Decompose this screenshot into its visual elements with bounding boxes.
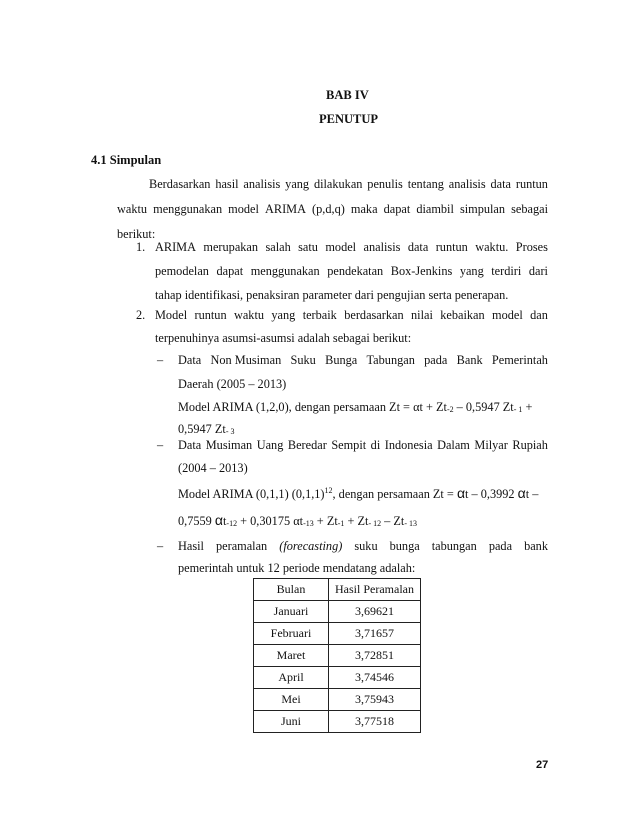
table-cell: April [254,667,329,689]
table-row [254,667,421,689]
item-2-number: 2. [136,308,146,322]
table-cell: 3,74546 [329,667,421,689]
sub-2-bullet: – [157,438,164,452]
item-1-line-3: tahap identifikasi, penaksiran parameter dari pengujian serta penerapan. [155,288,509,302]
table-cell: 3,71657 [329,623,421,645]
sub-1-model-cont: 0,5947 $Zt_{- 3}$ [178,422,235,436]
table-cell: Juni [254,711,329,733]
item-1-line-1: ARIMA merupakan salah satu model analisis data runtun waktu. Proses [155,240,548,254]
sub-3-bullet: – [157,539,164,553]
item-2-line-2: terpenuhinya asumsi-asumsi adalah sebagai berikut: [155,331,412,345]
section-heading: 4.1 Simpulan [91,153,162,167]
table-cell: Februari [254,623,329,645]
table-row [254,623,421,645]
table-cell: Januari [254,601,329,623]
table-header: Hasil Peramalan [329,579,421,601]
sub-2-model-cont: 0,7559 $\alpha t_{-12} + 0,30175$ $\alpha t_{-13} + Zt_{-1} + Zt_{- 12} - Zt_{- 13}$ [178,512,418,528]
table-cell: 3,72851 [329,645,421,667]
sub-2-line-2: (2004 – 2013) [178,461,248,475]
chapter-label: BAB IV [326,88,369,102]
item-1-line-2: pemodelan dapat menggunakan pendekatan Box-Jenkins yang terdiri dari [155,264,548,278]
table-cell: 3,75943 [329,689,421,711]
sub-1-bullet: – [157,353,164,367]
table-row [254,711,421,733]
table-header: Bulan [254,579,329,601]
table-cell: 3,77518 [329,711,421,733]
intro-line-1: Berdasarkan hasil analisis yang dilakukan penulis tentang analisis data runtun [149,177,548,191]
sub-3-line-1: Hasil peramalan (forecasting) suku bunga tabungan pada bank [178,539,548,553]
intro-line-3: berikut: [117,227,156,241]
table-row [254,689,421,711]
table-cell: Mei [254,689,329,711]
table-cell: 3,69621 [329,601,421,623]
item-1-number: 1. [136,240,146,254]
sub-2-line-1: Data Musiman Uang Beredar Sempit di Indonesia Dalam Milyar Rupiah [178,438,548,452]
table-row [254,601,421,623]
sub-1-line-2: Daerah (2005 – 2013) [178,377,287,391]
page-number: 27 [536,759,549,771]
table-row [254,645,421,667]
intro-line-2: waktu menggunakan model ARIMA (p,d,q) maka dapat diambil simpulan sebagai [117,202,548,216]
item-2-line-1: Model runtun waktu yang terbaik berdasarkan nilai kebaikan model dan [155,308,548,322]
sub-3-line-2: pemerintah untuk 12 periode mendatang adalah: [178,561,416,575]
sub-1-line-1: Data Non Musiman Suku Bunga Tabungan pada Bank Pemerintah [178,353,548,367]
chapter-title: PENUTUP [319,112,379,126]
sub-2-model: Model ARIMA (0,1,1) $(0,1,1)^{12}$, dengan persamaan Zt = αt – 0,3992 αt – [178,485,539,501]
table-header-row [254,579,421,601]
table-cell: Maret [254,645,329,667]
forecast-table [253,578,421,733]
sub-1-model: Model ARIMA (1,2,0), dengan persamaan $Zt = \alpha t + Zt_{-2} - 0,5947$ $Zt_{- 1}$ + [178,400,533,414]
